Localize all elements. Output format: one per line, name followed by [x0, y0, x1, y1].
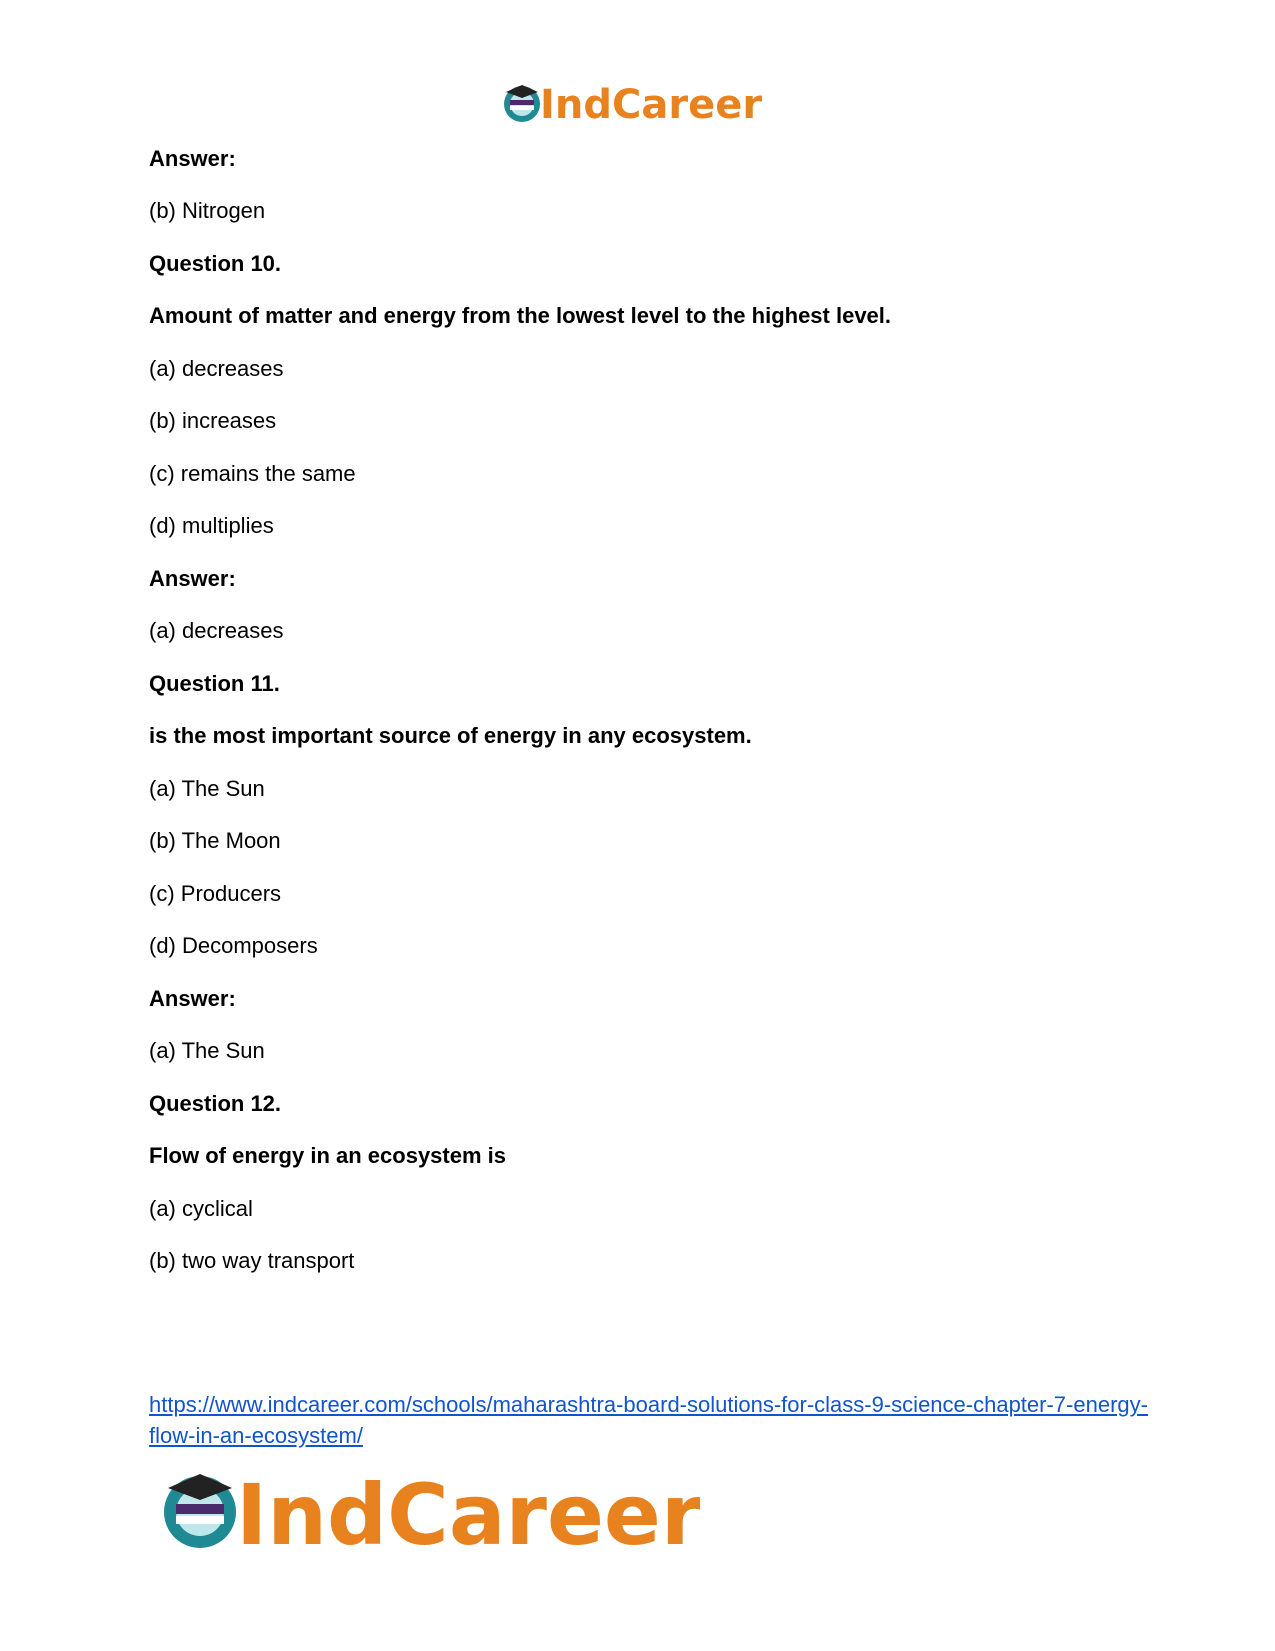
text-line: (a) The Sun [149, 1038, 265, 1063]
heading-line: Answer: [149, 986, 236, 1011]
heading-line: Question 10. [149, 251, 282, 276]
text-line: (b) Nitrogen [149, 198, 266, 223]
text-line: (a) The Sun [149, 776, 265, 801]
heading-line: Answer: [149, 566, 236, 591]
footer-logo-text: IndCareer [236, 1466, 700, 1558]
indcareer-logo-large-icon [160, 1462, 700, 1558]
heading-line: Question 11. [149, 671, 280, 696]
text-line: (b) two way transport [149, 1248, 355, 1273]
text-line: (d) Decomposers [149, 933, 318, 958]
text-line: (b) increases [149, 408, 277, 433]
heading-line: Flow of energy in an ecosystem is [149, 1143, 506, 1168]
header-logo [500, 78, 780, 130]
text-line: (a) cyclical [149, 1196, 253, 1221]
source-link[interactable]: https://www.indcareer.com/schools/maharashtra-board-solutions-for-class-9-science-chapter-7-energy-flow-in-an-ecosystem/ [149, 1392, 1148, 1448]
indcareer-logo-icon [500, 78, 780, 130]
heading-line: Answer: [149, 146, 236, 171]
header-logo-text: IndCareer [540, 82, 763, 128]
heading-line: Question 12. [149, 1091, 282, 1116]
text-line: (c) remains the same [149, 461, 356, 486]
text-line: (b) The Moon [149, 828, 281, 853]
text-line: (d) multiplies [149, 513, 274, 538]
text-line: (a) decreases [149, 618, 284, 643]
heading-line: is the most important source of energy in any ecosystem. [149, 723, 752, 748]
footer-logo [160, 1462, 700, 1558]
heading-line: Amount of matter and energy from the lowest level to the highest level. [149, 303, 892, 328]
text-line: (a) decreases [149, 356, 284, 381]
text-line: (c) Producers [149, 881, 282, 906]
